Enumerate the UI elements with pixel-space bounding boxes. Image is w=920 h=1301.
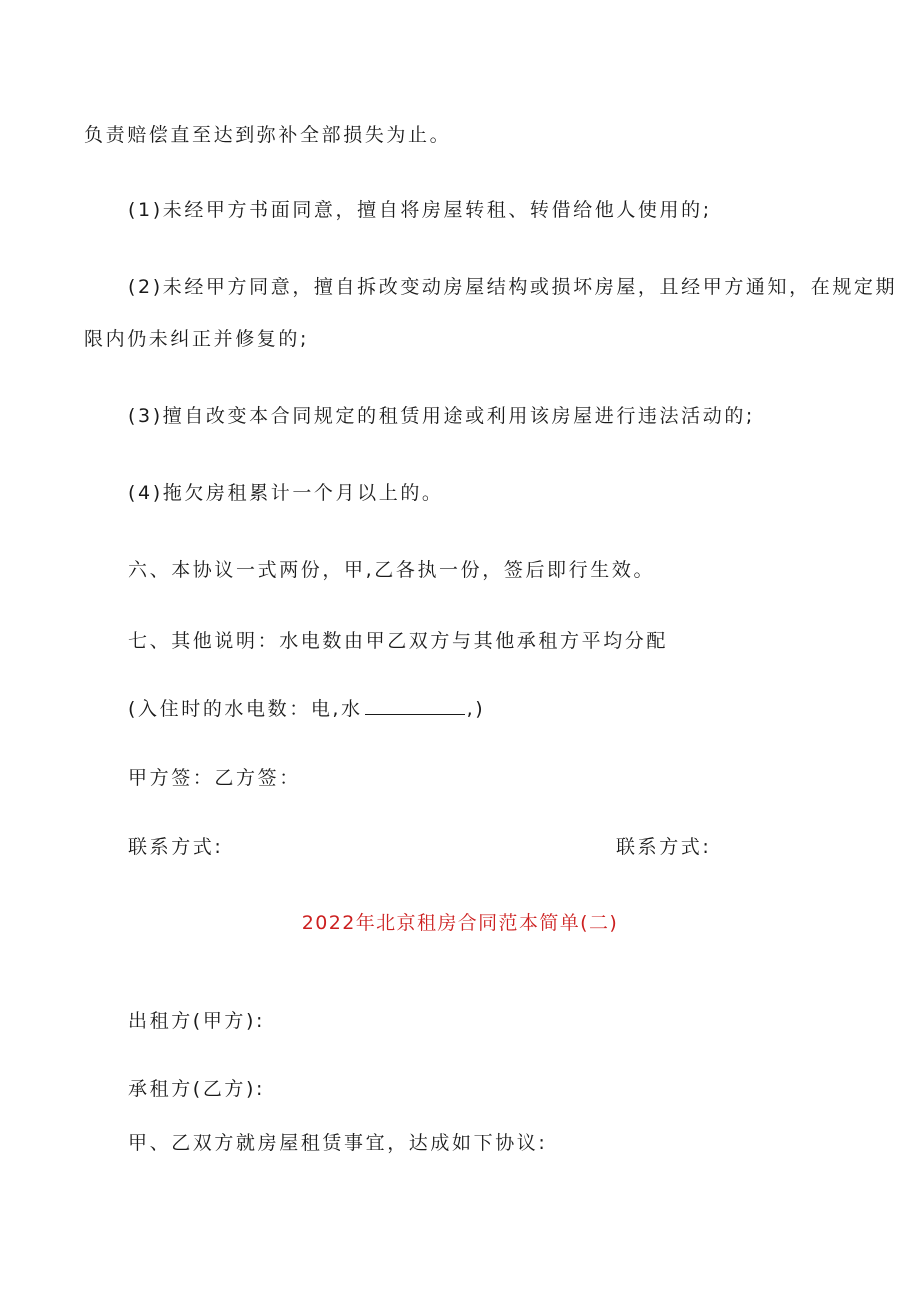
- clause-item-2: (2)未经甲方同意，擅自拆改变动房屋结构或损坏房屋，且经甲方通知，在规定期: [128, 276, 898, 298]
- utility-readings-blank: [365, 696, 465, 715]
- clause-item-4: (4)拖欠房租累计一个月以上的。: [128, 482, 444, 504]
- section-title: 2022年北京租房合同范本简单(二): [301, 912, 619, 934]
- article-six: 六、本协议一式两份，甲,乙各执一份，签后即行生效。: [128, 559, 656, 581]
- utility-readings-line: [128, 696, 485, 721]
- article-seven: 七、其他说明：水电数由甲乙双方与其他承租方平均分配: [128, 630, 669, 652]
- clause-item-1: (1)未经甲方书面同意，擅自将房屋转租、转借给他人使用的;: [128, 199, 712, 221]
- utility-readings-suffix: ,): [466, 698, 486, 720]
- lessee-line: 承租方(乙方):: [128, 1078, 266, 1100]
- utility-readings-prefix: (入住时的水电数：电,水: [128, 698, 363, 720]
- clause-item-2-continued: 限内仍未纠正并修复的;: [84, 328, 310, 350]
- paragraph-line-compensation: 负责赔偿直至达到弥补全部损失为止。: [84, 124, 452, 146]
- lessor-line: 出租方(甲方):: [128, 1010, 266, 1032]
- signature-line: 甲方签：乙方签：: [128, 767, 301, 789]
- clause-item-3: (3)擅自改变本合同规定的租赁用途或利用该房屋进行违法活动的;: [128, 405, 755, 427]
- contact-right: 联系方式:: [616, 836, 712, 858]
- contact-left: 联系方式:: [128, 836, 224, 858]
- agreement-intro: 甲、乙双方就房屋租赁事宜，达成如下协议:: [128, 1132, 548, 1154]
